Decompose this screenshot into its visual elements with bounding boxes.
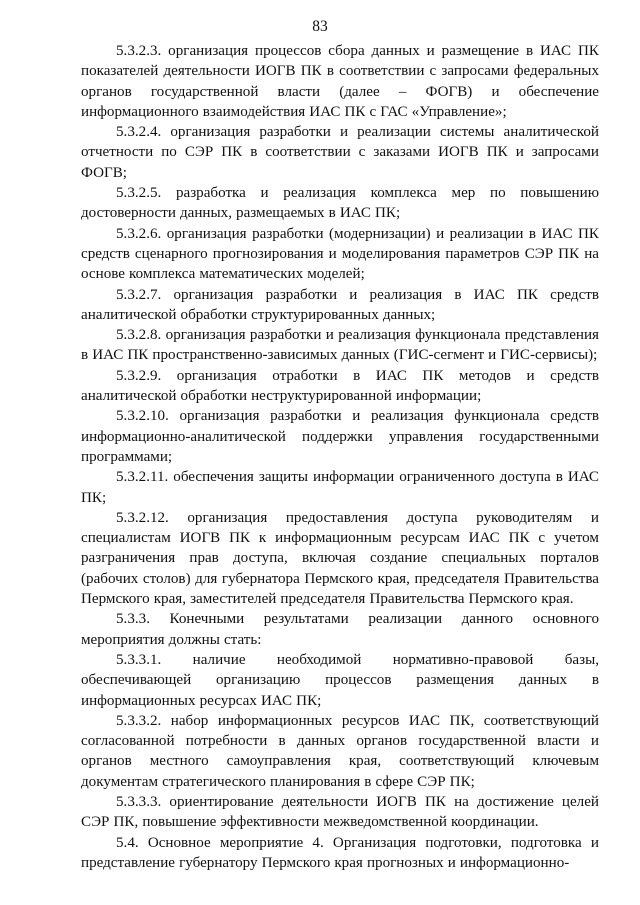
paragraph-5-3-3-3: 5.3.3.3. ориентирование деятельности ИОГВ ПК на достижение целей СЭР ПК, повышение эффективности межведомственной координации. [81, 793, 599, 831]
paragraph-5-3-3-2: 5.3.3.2. набор информационных ресурсов ИАС ПК, соответствующий согласованной потребности в данных органов государственной власти и органов местного самоуправления края, соответствующий ключевым документам стратегического планирования в сфере СЭР ПК; [81, 712, 599, 790]
paragraph-5-3-3-1: 5.3.3.1. наличие необходимой нормативно-правовой базы, обеспечивающей организацию процессов размещения данных в информационных ресурсах ИАС ПК; [81, 651, 599, 709]
paragraph-5-3-3: 5.3.3. Конечными результатами реализации данного основного мероприятия должны стать: [81, 611, 599, 648]
paragraph-5-3-2-6: 5.3.2.6. организация разработки (модернизации) и реализации в ИАС ПК средств сценарного прогнозирования и моделирования параметров СЭР ПК на основе комплекса математических моделей; [81, 225, 599, 283]
paragraph-5-3-2-7: 5.3.2.7. организация разработки и реализация в ИАС ПК средств аналитической обработки структурированных данных; [81, 286, 599, 323]
paragraph-5-3-2-9: 5.3.2.9. организация отработки в ИАС ПК методов и средств аналитической обработки неструктурированной информации; [81, 367, 599, 405]
paragraph-5-3-2-5: 5.3.2.5. разработка и реализация комплекса мер по повышению достоверности данных, размещаемых в ИАС ПК; [81, 185, 599, 222]
document-body [81, 41, 599, 873]
paragraph-5-3-2-11: 5.3.2.11. обеспечения защиты информации ограниченного доступа в ИАС ПК; [81, 469, 599, 506]
paragraph-5-3-2-4: 5.3.2.4. организация разработки и реализации системы аналитической отчетности по СЭР ПК в соответствии с заказами ИОГВ ПК и запросами ФОГВ; [81, 124, 599, 181]
page-number: 83 [312, 18, 328, 35]
paragraph-5-3-2-8: 5.3.2.8. организация разработки и реализация функционала представления в ИАС ПК пространственно-зависимых данных (ГИС-сегмент и ГИС-сервисы); [81, 327, 599, 364]
paragraph-5-4: 5.4. Основное мероприятие 4. Организация подготовки, подготовка и представление губернатору Пермского края прогнозных и информационно- [81, 834, 599, 871]
paragraph-5-3-2-12: 5.3.2.12. организация предоставления доступа руководителям и специалистам ИОГВ ПК к информационным ресурсам ИАС ПК с учетом разграничения прав доступа, включая создание специальных порталов (рабочих столов) для губернатора Пермского края, председателя Правительства Пермского края, заместителей председателя Правительства Пермского края. [81, 509, 599, 608]
paragraph-5-3-2-3: 5.3.2.3. организация процессов сбора данных и размещение в ИАС ПК показателей деятельности ИОГВ ПК в соответствии с запросами федеральных органов государственной власти (далее – ФОГВ) и обеспечение информационного взаимодействия ИАС ПК с ГАС «Управление»; [81, 43, 599, 120]
paragraph-5-3-2-10: 5.3.2.10. организация разработки и реализация функционала средств информационно-аналитической поддержки управления государственными программами; [81, 408, 599, 465]
